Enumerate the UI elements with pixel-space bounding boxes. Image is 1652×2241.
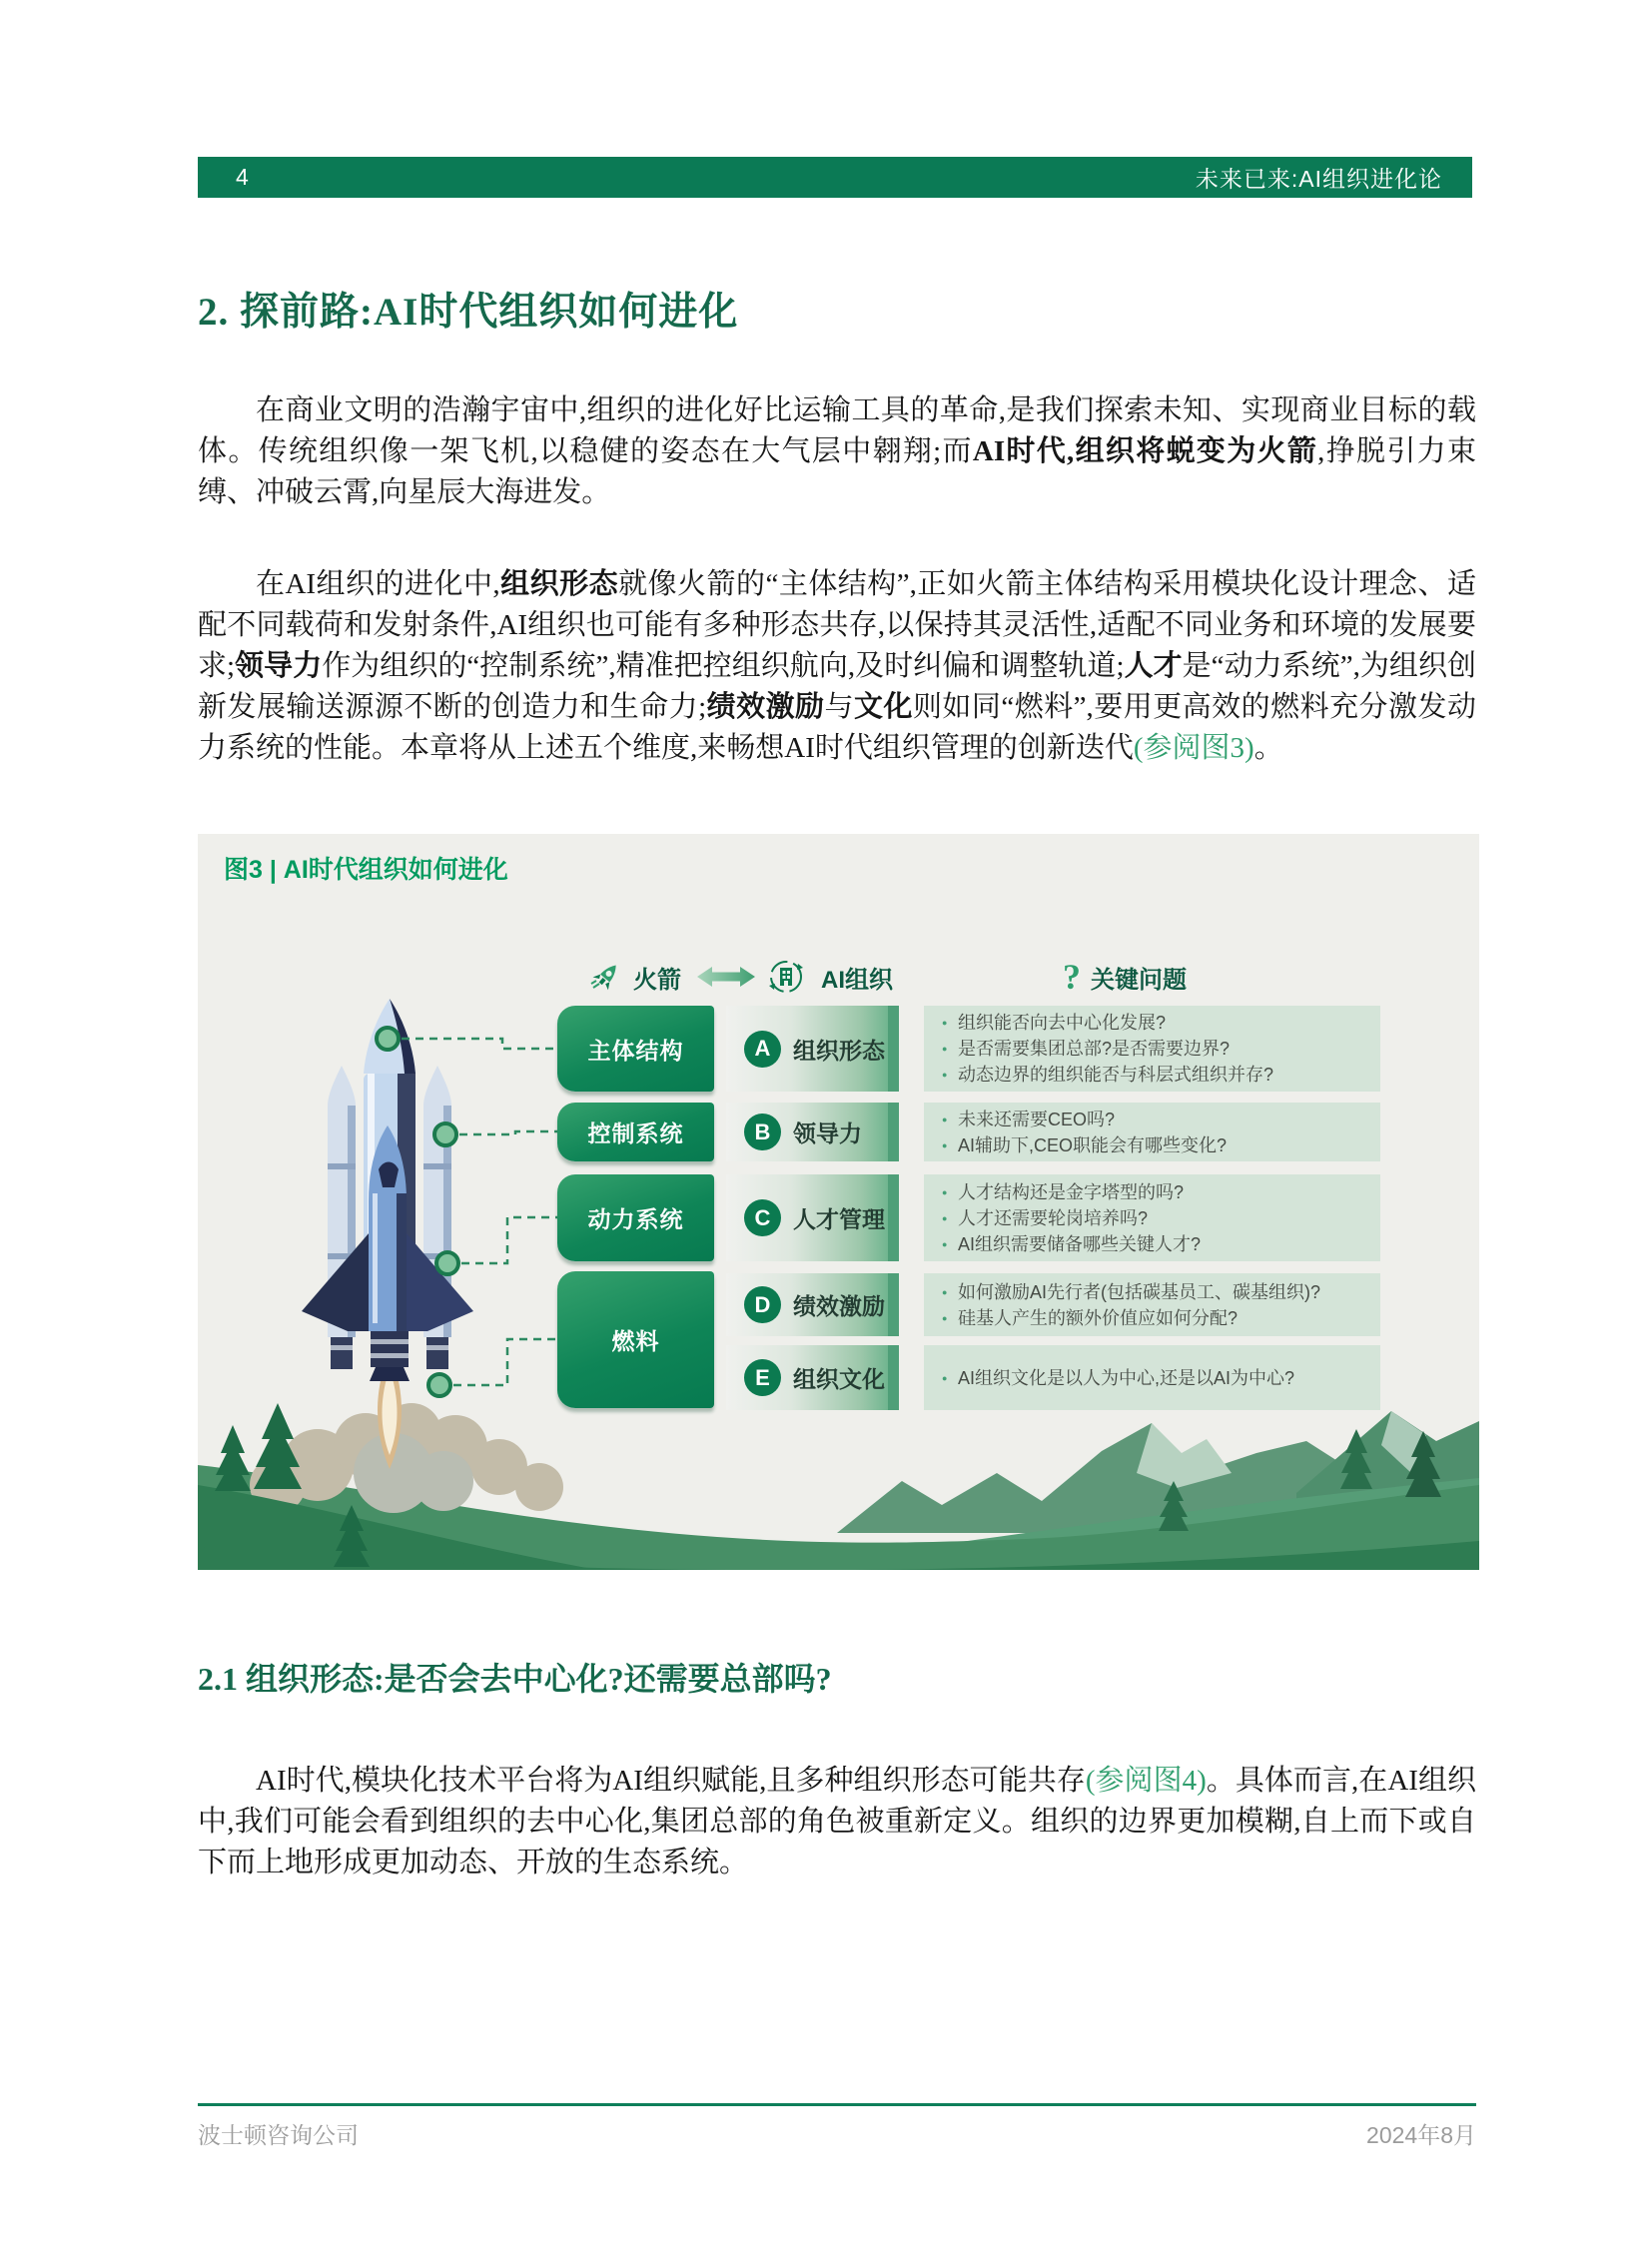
exchange-arrows-icon: [697, 965, 755, 989]
question-item: ● 未来还需要CEO吗?: [942, 1107, 1366, 1132]
question-item: ● AI组织需要储备哪些关键人才?: [942, 1231, 1366, 1257]
figure-title: 图3 | AI时代组织如何进化: [224, 856, 508, 884]
p2-text-3: 作为组织的“控制系统”,精准把控组织航向,及时纠偏和调整轨道;: [322, 650, 1125, 682]
letter-badge-e: E: [744, 1359, 781, 1396]
page-number: 4: [236, 164, 249, 190]
p1-text-2: ,挣脱引力束缚、冲破云霄,向星辰大海进发。: [198, 435, 1476, 508]
org-dimension-box-e: [726, 1345, 899, 1410]
rocket-part-box-fuel: [557, 1271, 714, 1408]
rocket-icon: [589, 960, 623, 994]
p2-text-2: 就像火箭的“主体结构”,正如火箭主体结构采用模块化设计理念、适配不同载荷和发射条件,AI组织也可能有多种形态共存,以保持其灵活性,适配不同业务和环境的发展要求;: [198, 568, 1476, 682]
legend-questions-label: 关键问题: [1091, 966, 1187, 994]
org-cycle-icon: [767, 958, 805, 996]
figure-legend-left: [589, 956, 903, 998]
key-questions-box-a: [924, 1006, 1380, 1092]
p2-bold-incentive: 绩效激励: [706, 691, 825, 723]
key-questions-box-d: [924, 1273, 1380, 1336]
p2-text-5: 与: [824, 691, 854, 723]
question-item: ● 硅基人产生的额外价值应如何分配?: [942, 1305, 1366, 1331]
legend-org-label: AI组织: [821, 966, 893, 994]
rocket-part-box-power: [557, 1174, 714, 1261]
figure-3: [198, 834, 1479, 1570]
p2-bold-org-form: 组织形态: [499, 568, 619, 600]
rocket-part-box-control: [557, 1103, 714, 1161]
question-item: ● 是否需要集团总部?是否需要边界?: [942, 1036, 1366, 1062]
letter-badge-a: A: [744, 1031, 781, 1068]
org-dimension-box-b: [726, 1103, 899, 1161]
smoke-cloud: [250, 1403, 563, 1513]
p2-bold-culture: 文化: [854, 691, 913, 723]
p3-text-2: 。具体而言,在AI组织中,我们可能会看到组织的去中心化,集团总部的角色被重新定义。组织的边界更加模糊,自上而下或自下而上地形成更加动态、开放的生态系统。: [198, 1765, 1476, 1878]
rocket-part-label: 动力系统: [587, 1206, 684, 1232]
question-item: ● 如何激励AI先行者(包括碳基员工、碳基组织)?: [942, 1279, 1366, 1305]
p1-text: 在商业文明的浩瀚宇宙中,组织的进化好比运输工具的革命,是我们探索未知、实现商业目标的载体。传统组织像一架飞机,以稳健的姿态在大气层中翱翔;而: [198, 394, 1476, 467]
paragraph-2: [198, 564, 1476, 769]
p2-text: 在AI组织的进化中,: [256, 568, 500, 600]
question-item: ● 组织能否向去中心化发展?: [942, 1010, 1366, 1036]
footer-date: 2024年8月: [1366, 2122, 1476, 2148]
section-2-heading: 2. 探前路:AI时代组织如何进化: [198, 291, 739, 334]
paragraph-3: [198, 1761, 1476, 1883]
letter-badge-b: B: [744, 1114, 781, 1150]
question-item: ● AI组织文化是以人为中心,还是以AI为中心?: [942, 1365, 1366, 1391]
legend-rocket-label: 火箭: [633, 966, 681, 994]
key-questions-box-e: [924, 1345, 1380, 1410]
p3-text: AI时代,模块化技术平台将为AI组织赋能,且多种组织形态可能共存: [256, 1765, 1086, 1797]
letter-badge-d: D: [744, 1286, 781, 1323]
org-dimension-box-d: [726, 1273, 899, 1336]
figure4-reference: (参阅图4): [1085, 1765, 1207, 1797]
document-title: 未来已来:AI组织进化论: [1195, 166, 1442, 192]
question-item: ● 人才还需要轮岗培养吗?: [942, 1205, 1366, 1231]
org-dimension-label: 绩效激励: [793, 1293, 885, 1319]
page-header-bar: [198, 157, 1472, 198]
rocket-part-label: 燃料: [611, 1328, 660, 1354]
p1-bold: AI时代,组织将蜕变为火箭: [972, 435, 1318, 467]
p2-text-4: 是“动力系统”,为组织创新发展输送源源不断的创造力和生命力;: [198, 650, 1476, 723]
org-dimension-label: 领导力: [793, 1120, 862, 1146]
letter-badge-c: C: [744, 1199, 781, 1236]
footer-company: 波士顿咨询公司: [198, 2122, 359, 2148]
rocket-illustration: [302, 999, 473, 1381]
rocket-part-box-body: [557, 1006, 714, 1092]
org-dimension-label: 人才管理: [793, 1206, 885, 1232]
paragraph-1: [198, 390, 1476, 513]
p2-text-6: 则如同“燃料”,要用更高效的燃料充分激发动力系统的性能。本章将从上述五个维度,来畅想AI时代组织管理的创新迭代: [198, 691, 1476, 764]
p2-text-7: 。: [1253, 732, 1283, 764]
page-footer: [198, 2117, 1476, 2150]
rocket-part-label: 控制系统: [587, 1120, 684, 1146]
question-mark-icon: ?: [1063, 957, 1081, 997]
key-questions-box-c: [924, 1174, 1380, 1261]
org-dimension-box-c: [726, 1174, 899, 1261]
footer-rule: [198, 2103, 1476, 2106]
section-2-1-heading: 2.1 组织形态:是否会去中心化?还需要总部吗?: [198, 1661, 832, 1697]
p2-bold-leadership: 领导力: [235, 650, 323, 682]
org-dimension-label: 组织形态: [793, 1037, 885, 1064]
question-item: ● 人才结构还是金字塔型的吗?: [942, 1179, 1366, 1205]
key-questions-box-b: [924, 1103, 1380, 1161]
rocket-part-label: 主体结构: [587, 1037, 684, 1064]
org-dimension-label: 组织文化: [793, 1366, 885, 1392]
p2-bold-talent: 人才: [1124, 650, 1183, 682]
org-dimension-box-a: [726, 1006, 899, 1092]
question-item: ● 动态边界的组织能否与科层式组织并存?: [942, 1062, 1366, 1088]
question-item: ● AI辅助下,CEO职能会有哪些变化?: [942, 1132, 1366, 1158]
figure3-reference: (参阅图3): [1133, 732, 1254, 764]
figure-legend-right: [1063, 956, 1197, 998]
